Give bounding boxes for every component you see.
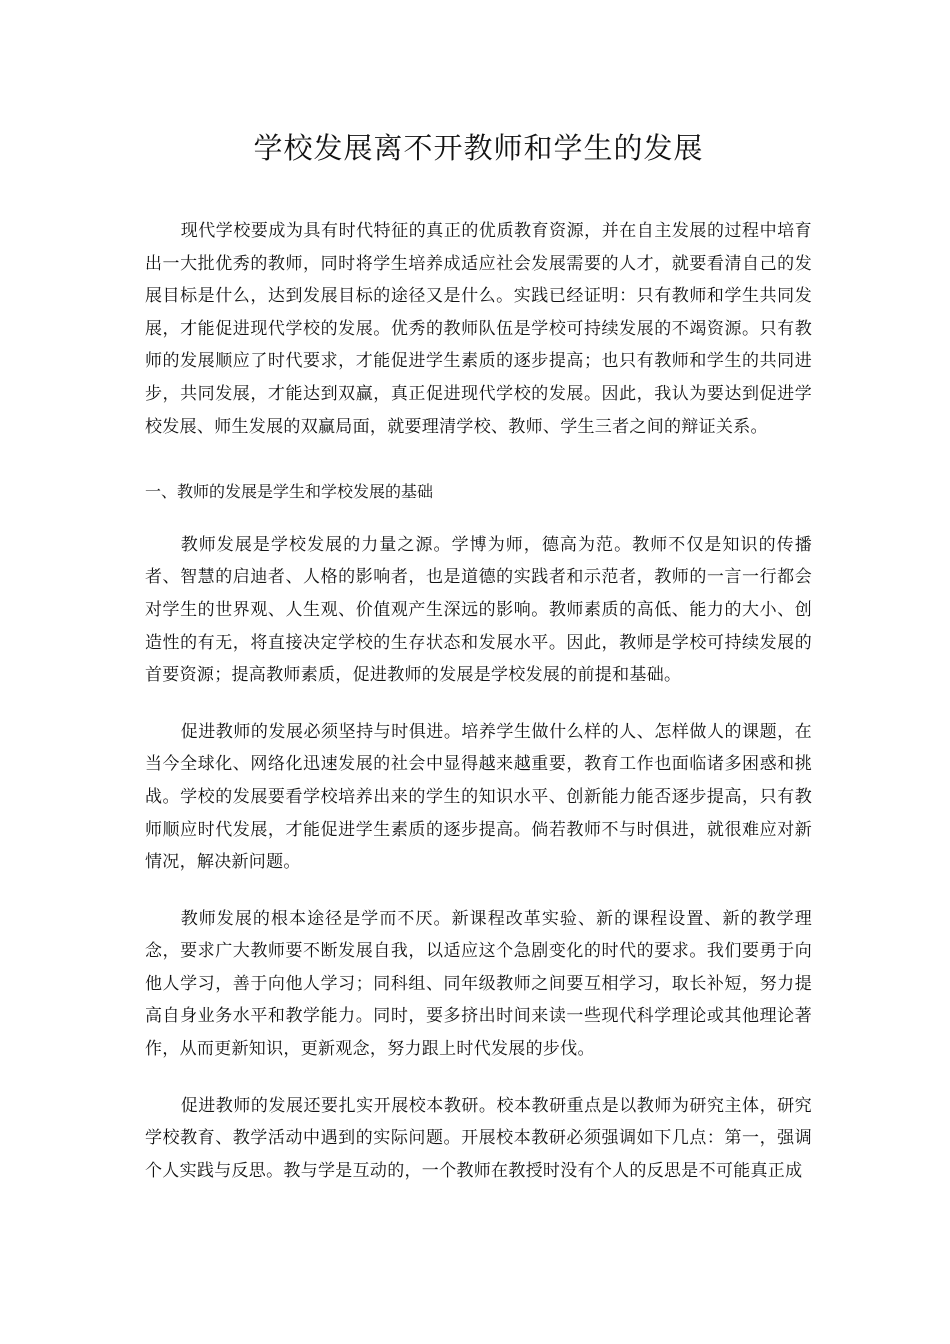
- body-paragraph: 促进教师的发展必须坚持与时俱进。培养学生做什么样的人、怎样做人的课题，在当今全球化、网络化迅速发展的社会中显得越来越重要，教育工作也面临诸多困惑和挑战。学校的发展要看学校培养出来的学生的知识水平、创新能力能否逐步提高，只有教师顺应时代发展，才能促进学生素质的逐步提高。倘若教师不与时俱进，就很难应对新情况，解决新问题。: [145, 721, 812, 873]
- intro-paragraph: 现代学校要成为具有时代特征的真正的优质教育资源，并在自主发展的过程中培育出一大批优秀的教师，同时将学生培养成适应社会发展需要的人才，就要看清自己的发展目标是什么，达到发展目标的途径又是什么。实践已经证明：只有教师和学生共同发展，才能促进现代学校的发展。优秀的教师队伍是学校可持续发展的不竭资源。只有教师的发展顺应了时代要求，才能促进学生素质的逐步提高；也只有教师和学生的共同进步，共同发展，才能达到双赢，真正促进现代学校的发展。因此，我认为要达到促进学校发展、师生发展的双赢局面，就要理清学校、教师、学生三者之间的辩证关系。: [145, 221, 812, 437]
- document-title: 学校发展离不开教师和学生的发展: [253, 131, 704, 165]
- body-paragraph: 教师发展的根本途径是学而不厌。新课程改革实验、新的课程设置、新的教学理念，要求广大教师要不断发展自我，以适应这个急剧变化的时代的要求。我们要勇于向他人学习，善于向他人学习；同科组、同年级教师之间要互相学习，取长补短，努力提高自身业务水平和教学能力。同时，要多挤出时间来读一些现代科学理论或其他理论著作，从而更新知识，更新观念，努力跟上时代发展的步伐。: [145, 908, 812, 1060]
- section-heading: 一、教师的发展是学生和学校发展的基础: [145, 482, 434, 502]
- body-paragraph: 教师发展是学校发展的力量之源。学博为师，德高为范。教师不仅是知识的传播者、智慧的启迪者、人格的影响者，也是道德的实践者和示范者，教师的一言一行都会对学生的世界观、人生观、价值观产生深远的影响。教师素质的高低、能力的大小、创造性的有无，将直接决定学校的生存状态和发展水平。因此，教师是学校可持续发展的首要资源；提高教师素质，促进教师的发展是学校发展的前提和基础。: [145, 534, 812, 686]
- body-paragraph: 促进教师的发展还要扎实开展校本教研。校本教研重点是以教师为研究主体，研究学校教育、教学活动中遇到的实际问题。开展校本教研必须强调如下几点：第一，强调个人实践与反思。教与学是互动的，一个教师在教授时没有个人的反思是不可能真正成: [145, 1095, 812, 1181]
